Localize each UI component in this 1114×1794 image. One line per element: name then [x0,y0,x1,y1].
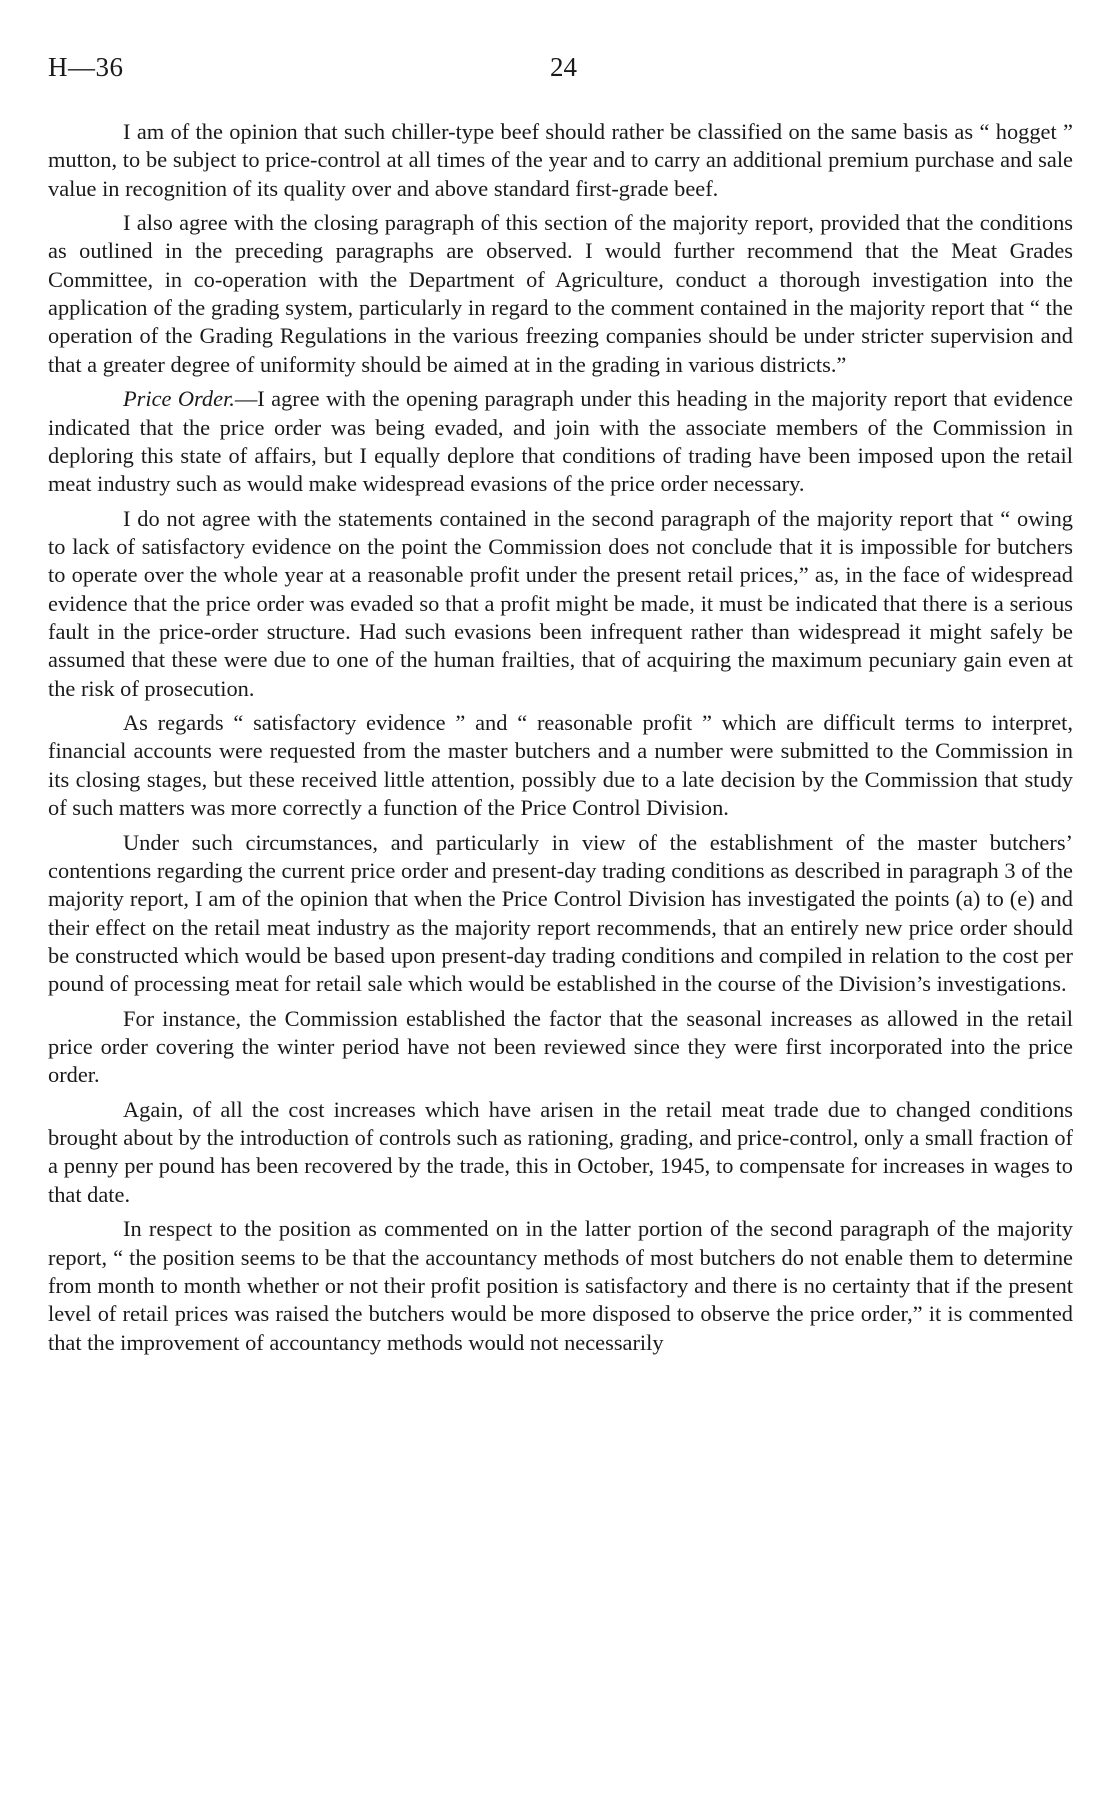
paragraph-satisfactory-evidence: As regards “ satisfactory evidence ” and “ reasonable profit ” which are difficult terms to interpret, financial accounts were requested from the master butchers and a number were submitted to the Commission in its closing stages, but these received little attention, possibly due to a late decision by the Commission that study of such matters was more correctly a function of the Price Control Division. [48,710,1073,821]
page-header [48,52,1073,92]
paragraph-cost-increases: Again, of all the cost increases which have arisen in the retail meat trade due to changed conditions brought about by the introduction of controls such as rationing, grading, and price-control, only a small fraction of a penny per pound has been recovered by the trade, this in October, 1945, to compensate for increases in wages to that date. [48,1096,1073,1207]
document-reference: H—36 [48,52,124,82]
paragraph-price-order: Price Order.—I agree with the opening paragraph under this heading in the majority report that evidence indicated that the price order was being evaded, and join with the associate members of the Commission in deploring this state of affairs, but I equally deplore that conditions of trading have been imposed upon the retail meat industry such as would make widespread evasions of the price order necessary. [48,386,1073,497]
paragraph-chiller-beef: I am of the opinion that such chiller-type beef should rather be classified on the same basis as “ hogget ” mutton, to be subject to price-control at all times of the year and to carry an additional premium purchase and sale value in recognition of its quality over and above standard first-grade beef. [48,119,1073,201]
paragraph-grading: I also agree with the closing paragraph of this section of the majority report, provided that the conditions as outlined in the preceding paragraphs are observed. I would further recommend that the Meat Grades Committee, in co-operation with the Department of Agriculture, conduct a thorough investigation into the application of the grading system, particularly in regard to the comment contained in the majority report that “ the operation of the Grading Regulations in the various freezing companies should be under stricter supervision and that a greater degree of uniformity should be aimed at in the grading in various districts.” [48,210,1073,377]
paragraph-disagreement: I do not agree with the statements contained in the second paragraph of the majority report that “ owing to lack of satisfactory evidence on the point the Commission does not conclude that it is impossible for butchers to operate over the whole year at a reasonable profit under the present retail prices,” as, in the face of widespread evidence that the price order was evaded so that a profit might be made, it must be indicated that there is a serious fault in the price-order structure. Had such evasions been infrequent rather than widespread it might safely be assumed that these were due to one of the human frailties, that of acquiring the maximum pecuniary gain even at the risk of prosecution. [48,505,1073,701]
paragraph-new-price-order: Under such circumstances, and particularly in view of the establishment of the master butchers’ contentions regarding the current price order and present-day trading conditions as described in paragraph 3 of the majority report, I am of the opinion that when the Price Control Division has investigated the points (a) to (e) and their effect on the retail meat industry as the majority report recommends, that an entirely new price order should be constructed which would be based upon present-day trading conditions and compiled in relation to the cost per pound of processing meat for retail sale which would be established in the course of the Division’s investigations. [48,829,1073,997]
section-heading-price-order: Price Order. [123,386,235,412]
paragraph-accountancy: In respect to the position as commented on in the latter portion of the second paragraph of the majority report, “ the position seems to be that the accountancy methods of most butchers do not enable them to determine from month to month whether or not their profit position is satisfactory and there is no certainty that if the present level of retail prices was raised the butchers would be more disposed to observe the price order,” it is commented that the improvement of accountancy methods would not necessarily [48,1216,1073,1355]
paragraph-seasonal-increases: For instance, the Commission established the factor that the seasonal increases as allowed in the retail price order covering the winter period have not been reviewed since they were first incorporated into the price order. [48,1005,1073,1088]
document-body [48,118,1073,1357]
page-number: 24 [550,52,577,82]
